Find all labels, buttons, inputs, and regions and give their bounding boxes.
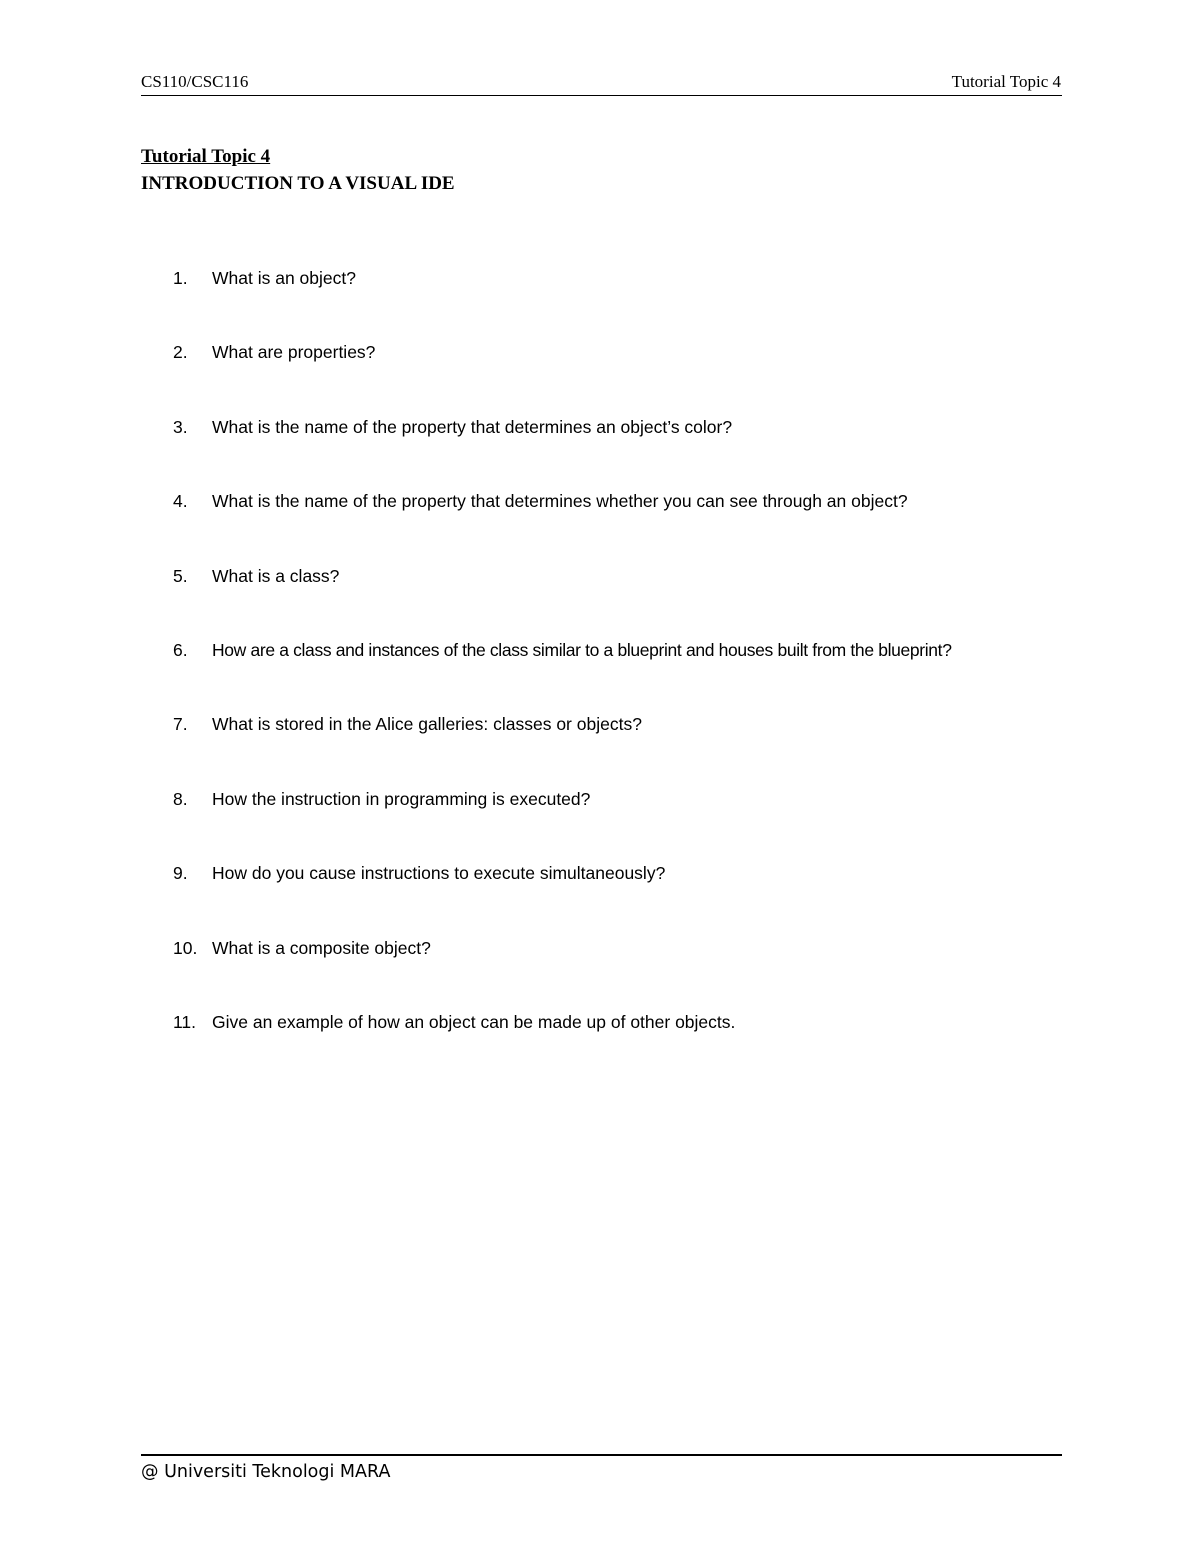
question-item (141, 340, 1071, 414)
question-text: What is an object? (212, 268, 356, 288)
question-item (141, 564, 1071, 638)
question-number: 4. (173, 491, 188, 512)
question-item (141, 936, 1071, 1010)
question-item (141, 1010, 1071, 1084)
question-number: 11. (173, 1011, 197, 1032)
question-item (141, 861, 1071, 935)
question-number: 1. (173, 268, 188, 288)
question-item (141, 489, 1071, 563)
question-item (141, 266, 1071, 340)
title-block (141, 143, 455, 197)
question-text: What is the name of the property that determines an object’s color? (212, 416, 733, 437)
tutorial-subtitle: INTRODUCTION TO A VISUAL IDE (141, 173, 455, 194)
question-item (141, 712, 1071, 786)
question-item (141, 638, 1071, 712)
header-divider (141, 95, 1062, 96)
question-list (141, 266, 1071, 1084)
question-number: 2. (173, 342, 188, 363)
question-text: How are a class and instances of the class similar to a blueprint and houses built from the blueprint? (212, 639, 952, 660)
question-number: 3. (173, 416, 188, 437)
question-number: 10. (173, 937, 198, 958)
question-text: What is the name of the property that determines whether you can see through an object? (212, 491, 908, 512)
question-text: What is stored in the Alice galleries: classes or objects? (212, 714, 642, 735)
question-number: 5. (173, 565, 188, 586)
question-number: 8. (173, 788, 188, 809)
question-text: What is a class? (212, 565, 340, 586)
question-text: What is a composite object? (212, 937, 431, 958)
question-text: How the instruction in programming is executed? (212, 788, 591, 809)
question-number: 6. (173, 639, 188, 660)
question-item (141, 415, 1071, 489)
footer-copyright: @ Universiti Teknologi MARA (141, 1462, 391, 1482)
page-header (141, 72, 1061, 94)
question-item (141, 787, 1071, 861)
course-code: CS110/CSC116 (141, 72, 249, 91)
question-text: What are properties? (212, 342, 376, 363)
header-topic: Tutorial Topic 4 (951, 72, 1061, 91)
question-number: 9. (173, 863, 188, 884)
tutorial-title: Tutorial Topic 4 (141, 146, 271, 167)
question-text: Give an example of how an object can be made up of other objects. (212, 1011, 736, 1032)
question-number: 7. (173, 714, 188, 735)
footer-divider (141, 1454, 1062, 1456)
question-text: How do you cause instructions to execute simultaneously? (212, 863, 666, 884)
